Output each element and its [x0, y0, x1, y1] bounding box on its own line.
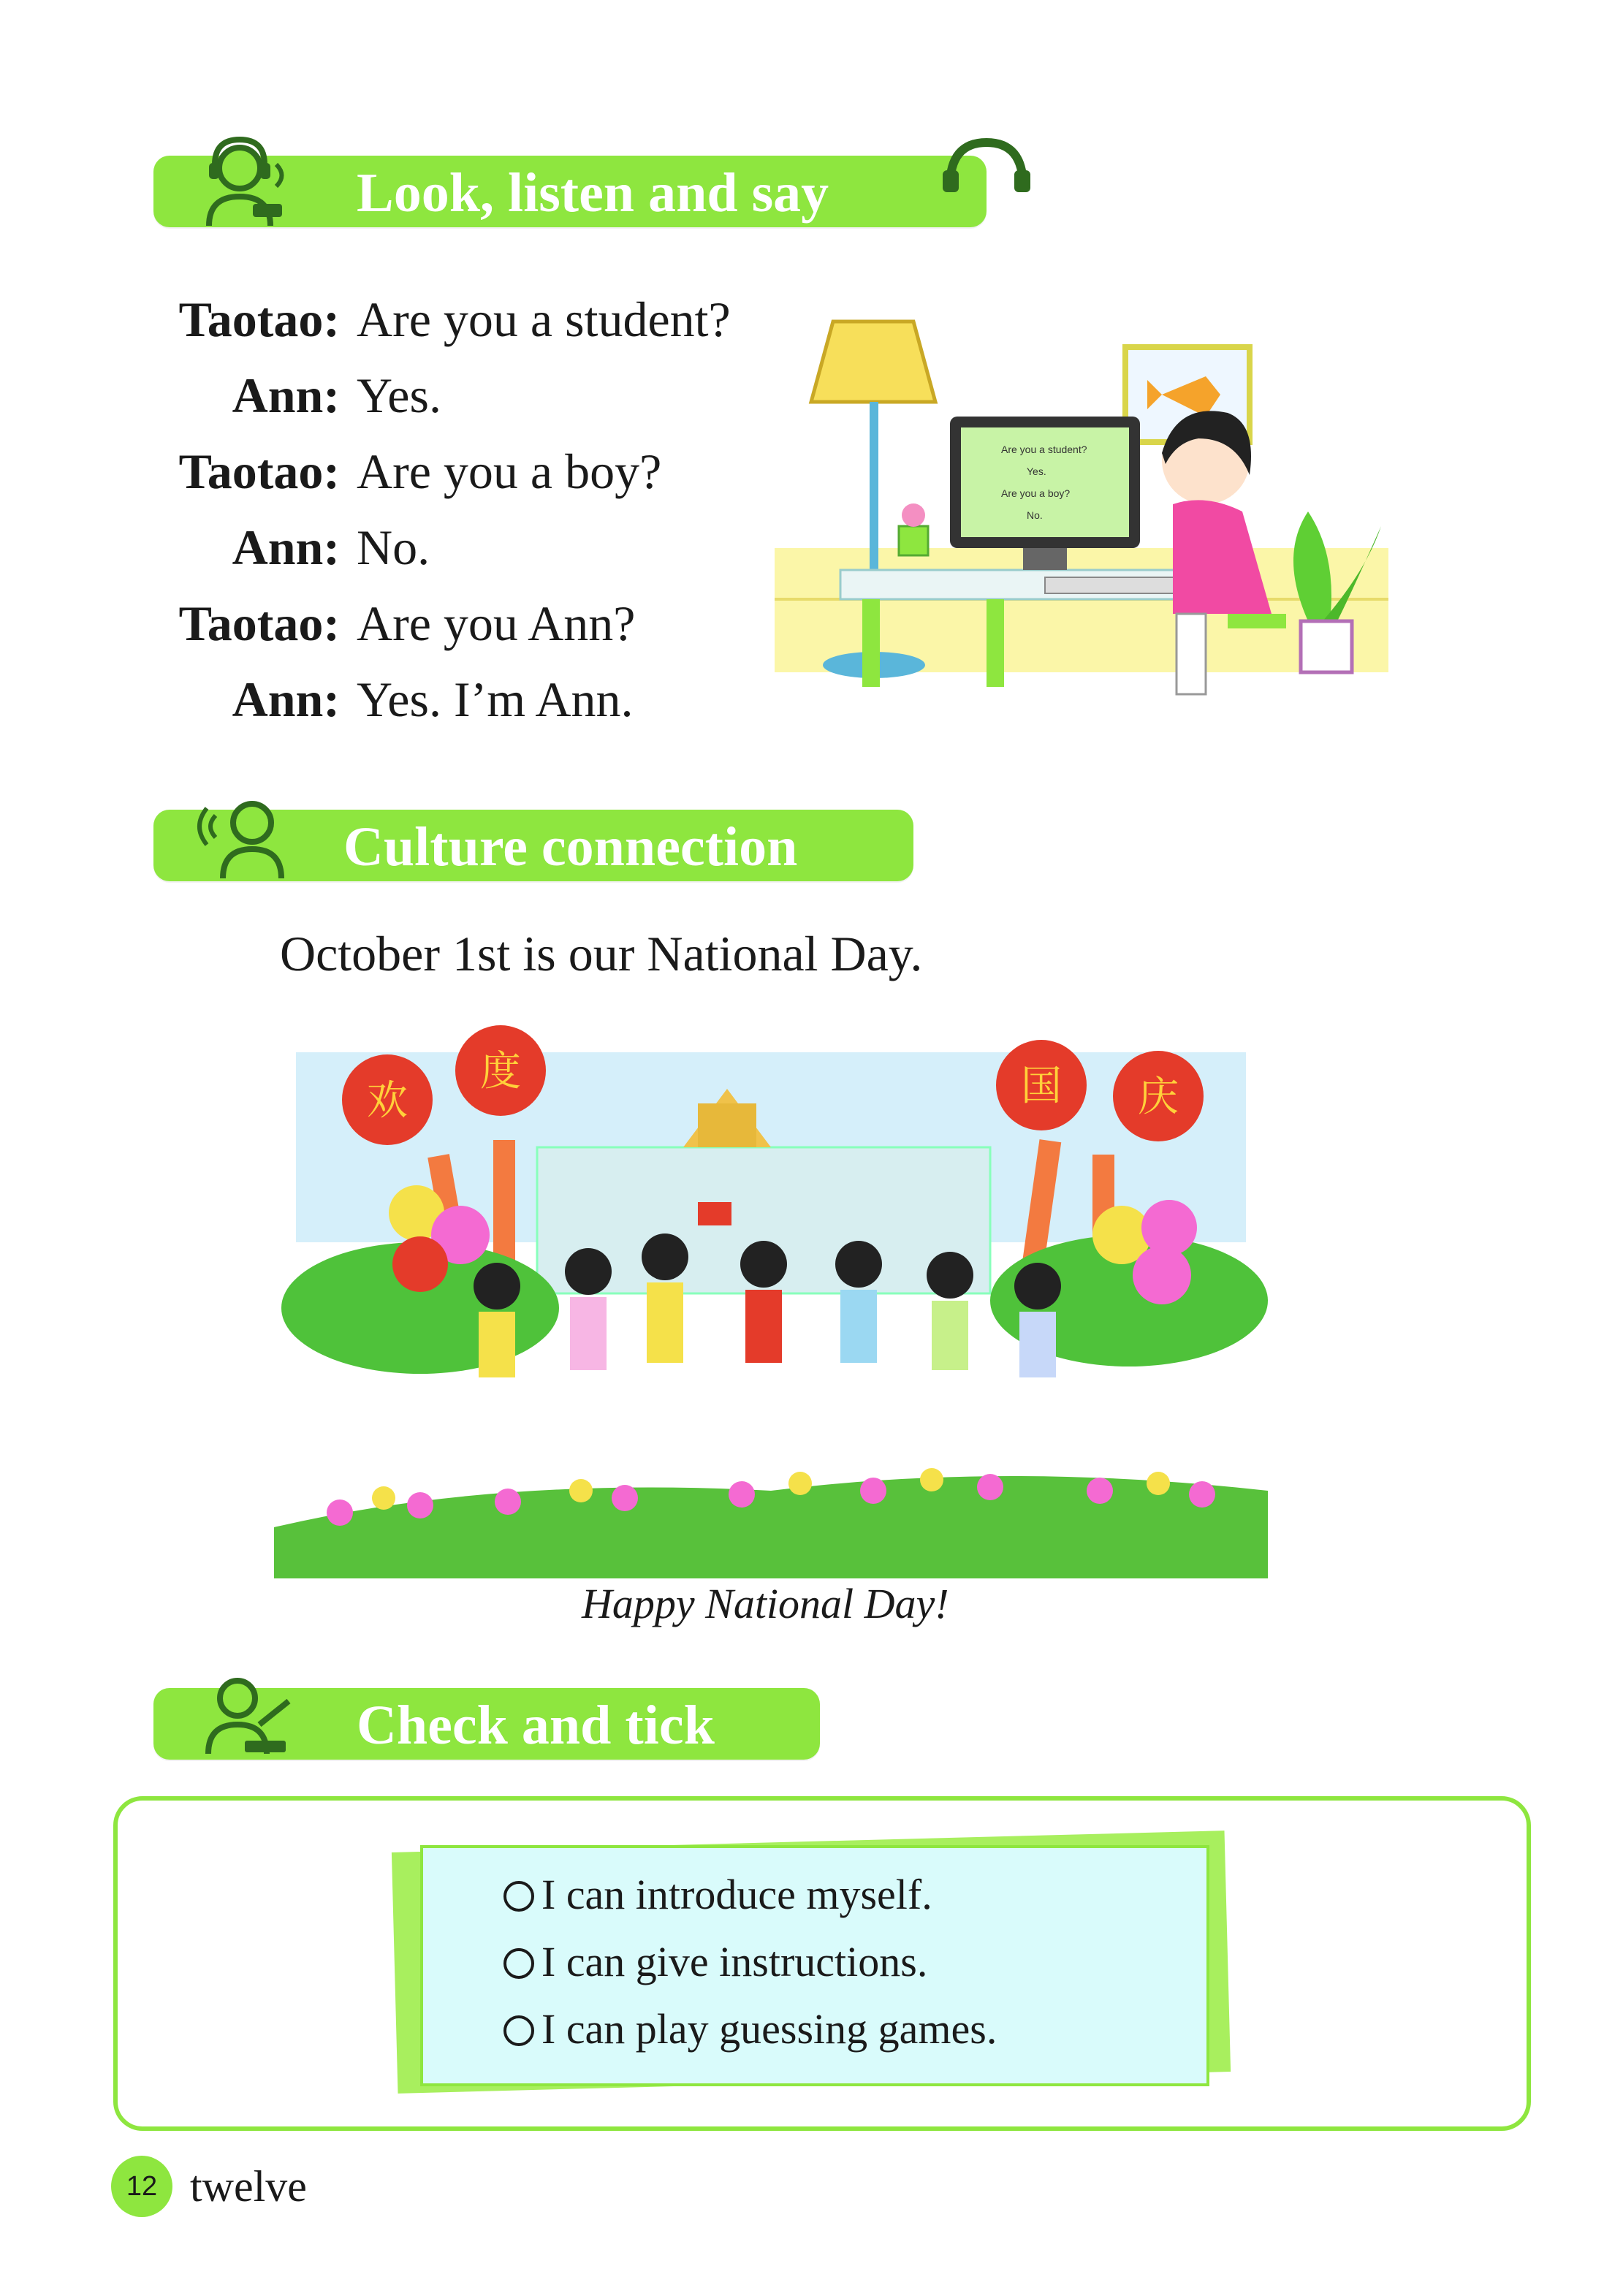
speech: Yes. I’m Ann. [357, 672, 634, 727]
speaker: Taotao: [178, 596, 340, 651]
girl-at-computer-illustration [767, 307, 1396, 745]
lantern-char: 国 [1021, 1063, 1062, 1110]
speech: Are you Ann? [357, 596, 636, 651]
section-bar-listen [153, 156, 987, 227]
speaker: Ann: [232, 672, 340, 727]
checklist-item [503, 1937, 927, 1986]
speaker: Ann: [232, 520, 340, 575]
speaker: Ann: [232, 368, 340, 423]
speaker: Taotao: [178, 444, 340, 499]
section-bar-culture [153, 810, 913, 881]
national-day-illustration [274, 1023, 1268, 1578]
culture-sentence: October 1st is our National Day. [280, 926, 923, 981]
section-title-check: Check and tick [357, 1695, 715, 1756]
screen-reply-2: No. [1027, 509, 1043, 521]
checklist-item [503, 2004, 997, 2053]
checklist-text: I can give instructions. [541, 1938, 928, 1985]
tick-circle[interactable] [503, 1948, 534, 1979]
section-bar-check [153, 1688, 820, 1760]
speaking-person-icon [194, 794, 296, 881]
speech: Are you a boy? [357, 444, 662, 499]
checklist-item [503, 1870, 932, 1919]
checklist-text: I can introduce myself. [541, 1871, 932, 1918]
listening-person-icon [189, 135, 305, 230]
culture-caption: Happy National Day! [582, 1580, 949, 1627]
screen-reply-1: Yes. [1027, 465, 1046, 477]
speaker: Taotao: [178, 292, 340, 347]
speech: Yes. [357, 368, 441, 423]
speech: No. [357, 520, 430, 575]
writing-person-icon [194, 1672, 296, 1760]
page-number: 12 [111, 2156, 172, 2217]
lantern-char: 庆 [1138, 1073, 1179, 1121]
speech: Are you a student? [357, 292, 731, 347]
lantern-char: 欢 [367, 1077, 408, 1125]
tick-circle[interactable] [503, 2015, 534, 2046]
screen-line-2: Are you a boy? [1001, 487, 1071, 499]
section-title-listen: Look, listen and say [357, 162, 829, 224]
headphones-icon [939, 135, 1034, 194]
checklist-paper [420, 1845, 1209, 2086]
lantern-char: 度 [480, 1048, 521, 1095]
section-title-culture: Culture connection [343, 816, 798, 878]
checklist-text: I can play guessing games. [541, 2005, 997, 2053]
screen-line-1: Are you a student? [1001, 444, 1087, 455]
tick-circle[interactable] [503, 1881, 534, 1912]
page-word: twelve [190, 2162, 307, 2211]
